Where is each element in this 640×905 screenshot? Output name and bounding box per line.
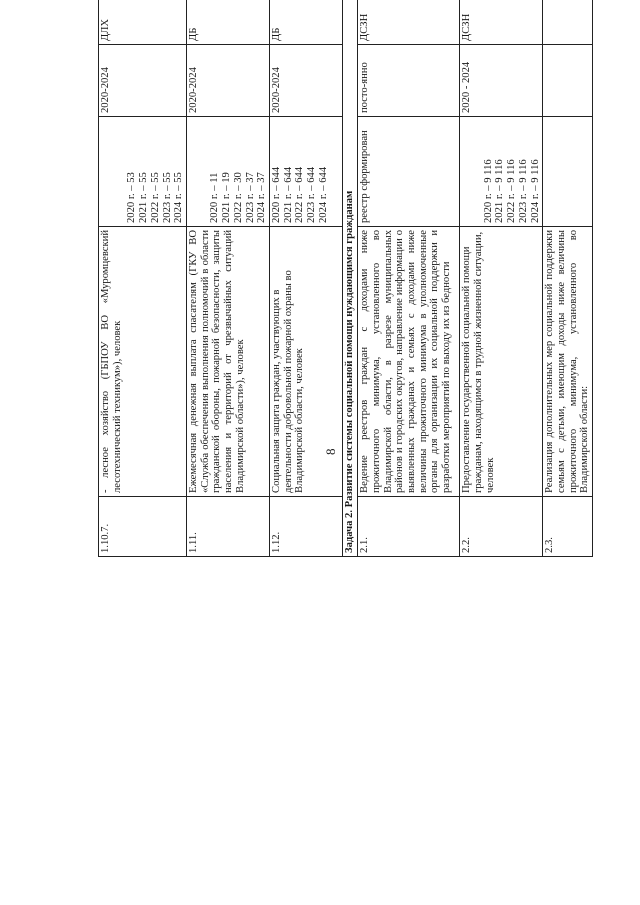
rotated-page	[98, 13, 591, 876]
row-period: 2020-2024	[187, 45, 270, 117]
table-row	[187, 0, 270, 557]
value-line: 2021 г. – 19	[221, 172, 233, 223]
value-line: 2024 г. – 37	[256, 172, 268, 223]
value-line: 2021 г. – 644	[282, 166, 294, 223]
value-line: 2024 г. – 9 116	[529, 159, 541, 223]
task-heading: Задача 2. Развитие системы социальной помощи нуждающимся гражданам	[343, 0, 358, 557]
table-row	[99, 0, 187, 557]
program-measures-table	[98, 0, 593, 557]
value-line: 2021 г. – 55	[138, 172, 150, 223]
value-line: 2022 г. – 55	[149, 172, 161, 223]
row-description: Предоставление государственной социальной помощи гражданам, находящимся в трудной жизненной ситуации, человек	[460, 227, 543, 497]
row-executor: ДБ	[187, 0, 270, 45]
row-number: 2.3.	[543, 497, 593, 557]
row-number: 1.11.	[187, 497, 270, 557]
value-line: 2022 г. – 644	[294, 166, 306, 223]
row-executor: ДСЗН	[460, 0, 543, 45]
row-description: Реализация дополнительных мер социальной поддержки семьям с детьми, имеющим доходы ниже величины прожиточного минимума, установленного во Владимирской области:	[543, 227, 593, 497]
value-line: 2021 г. – 9 116	[494, 159, 506, 223]
row-values	[99, 117, 187, 227]
value-line: 2020 г. – 644	[271, 166, 282, 223]
row-period: 2020 - 2024	[460, 45, 543, 117]
value-line: 2020 г. – 9 116	[482, 159, 494, 223]
table-row	[358, 0, 460, 557]
value-line: 2022 г. – 9 116	[506, 159, 518, 223]
row-number: 2.1.	[358, 497, 460, 557]
row-executor: ДЛХ	[99, 0, 187, 45]
page-number: 8	[323, 448, 338, 456]
value-line: реестр сформирован	[359, 130, 371, 223]
value-line: 2020 г. – 53	[126, 172, 138, 223]
value-line: 2023 г. – 9 116	[517, 159, 529, 223]
row-description: - лесное хозяйство (ГБПОУ ВО «Муромцевский лесотехнический техникум»), человек	[99, 227, 187, 497]
row-number: 2.2.	[460, 497, 543, 557]
value-line: 2023 г. – 55	[161, 172, 173, 223]
row-number: 1.12.	[270, 497, 343, 557]
table-row	[543, 0, 593, 557]
row-period: посто-янно	[358, 45, 460, 117]
row-description: Ведение реестров граждан с доходами ниже прожиточного минимума, установленного во Владимирской области, в разрезе муниципальных районов и городских округов, направление информации о выявленных гражданах и семьях с доходами ниже величины прожиточного минимума в уполномоченные органы для организации их социальной поддержки и разработки мероприятий по выходу их из бедности	[358, 227, 460, 497]
value-line: 2020 г. – 11	[209, 172, 221, 223]
row-period	[543, 45, 593, 117]
row-values	[187, 117, 270, 227]
row-values	[358, 117, 460, 227]
row-description: Ежемесячная денежная выплата спасателям (ГКУ ВО «Служба обеспечения выполнения полномочий в области гражданской обороны, пожарной безопасности, защиты населения и территорий от чрезвычайных ситуаций Владимирской области»), человек	[187, 227, 270, 497]
value-line: 2023 г. – 37	[244, 172, 256, 223]
row-executor	[543, 0, 593, 45]
table-row	[270, 0, 343, 557]
row-period: 2020-2024	[99, 45, 187, 117]
value-line: 2024 г. – 644	[317, 166, 329, 223]
task-heading-row	[343, 0, 358, 557]
row-description: Социальная защита граждан, участвующих в деятельности добровольной пожарной охраны во Владимирской области, человек	[270, 227, 343, 497]
value-line: 2022 г. – 30	[232, 172, 244, 223]
value-line: 2024 г. – 55	[173, 172, 185, 223]
row-period: 2020-2024	[270, 45, 343, 117]
row-values	[543, 117, 593, 227]
table-row	[460, 0, 543, 557]
row-executor: ДБ	[270, 0, 343, 45]
value-line: 2023 г. – 644	[306, 166, 318, 223]
row-executor: ДСЗН	[358, 0, 460, 45]
row-values	[270, 117, 343, 227]
row-values	[460, 117, 543, 227]
landscape-content	[98, 0, 591, 557]
row-number: 1.10.7.	[99, 497, 187, 557]
